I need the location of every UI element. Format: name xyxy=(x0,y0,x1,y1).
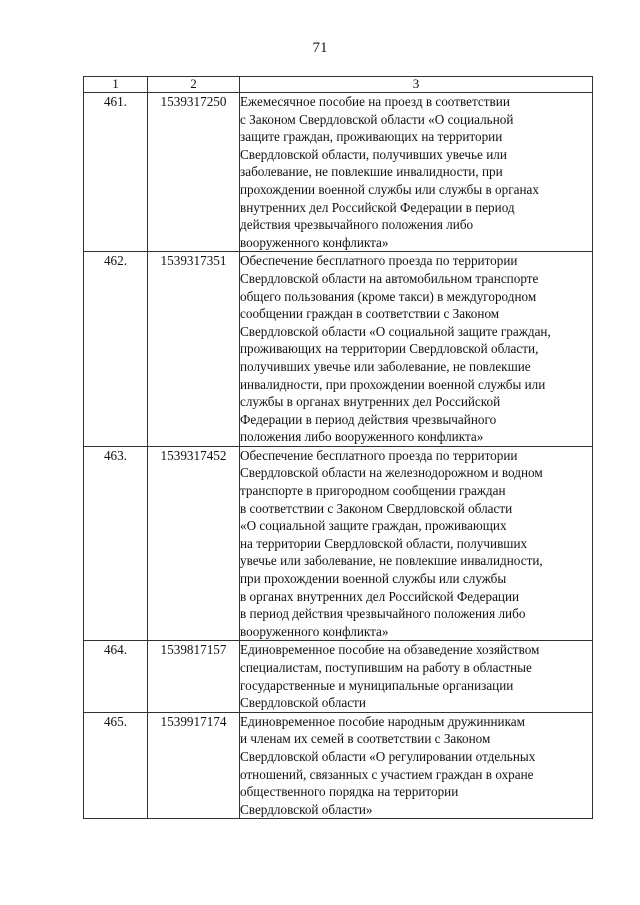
description-line: общего пользования (кроме такси) в междугородном xyxy=(240,288,537,304)
description-line: Единовременное пособие народным дружинникам xyxy=(240,713,525,729)
description-line: в период действия чрезвычайного положения либо xyxy=(240,606,526,622)
row-code: 1539317452 xyxy=(148,446,240,641)
description-line: при прохождении военной службы или службы xyxy=(240,571,507,587)
page-number: 71 xyxy=(312,40,328,56)
column-header-2: 2 xyxy=(148,77,240,93)
description-line: «О социальной защите граждан, проживающих xyxy=(240,518,507,534)
description-line: сообщении граждан в соответствии с Законом xyxy=(240,306,500,322)
description-line: Свердловской области, получивших увечье или xyxy=(240,146,507,162)
description-line: действия чрезвычайного положения либо xyxy=(240,217,474,233)
table-row xyxy=(84,641,593,712)
row-description xyxy=(240,641,593,712)
description-line: получивших увечье или заболевание, не повлекшие xyxy=(240,358,531,374)
description-line: Ежемесячное пособие на проезд в соответствии xyxy=(240,94,510,109)
table-row xyxy=(84,712,593,819)
row-number: 465. xyxy=(84,712,148,819)
row-description xyxy=(240,93,593,252)
row-code: 1539317250 xyxy=(148,93,240,252)
row-code: 1539917174 xyxy=(148,712,240,819)
description-line: Обеспечение бесплатного проезда по территории xyxy=(240,253,518,269)
description-line: вооруженного конфликта» xyxy=(240,234,389,250)
description-line: службы в органах внутренних дел Российской xyxy=(240,394,501,410)
description-line: положения либо вооруженного конфликта» xyxy=(240,429,484,445)
description-line: Обеспечение бесплатного проезда по территории xyxy=(240,447,518,463)
row-description xyxy=(240,252,593,447)
description-line: защите граждан, проживающих на территории xyxy=(240,129,503,145)
description-line: Федерации в период действия чрезвычайного xyxy=(240,411,497,427)
description-line: инвалидности, при прохождении военной службы или xyxy=(240,376,546,392)
description-line: и членам их семей в соответствии с Законом xyxy=(240,731,491,747)
benefits-table xyxy=(83,76,593,819)
table-row xyxy=(84,446,593,641)
description-line: Свердловской области на железнодорожном и водном xyxy=(240,465,543,481)
row-description xyxy=(240,712,593,819)
description-line: Свердловской области xyxy=(240,695,366,711)
table-header-row xyxy=(84,77,593,93)
column-header-1: 1 xyxy=(84,77,148,93)
row-number: 462. xyxy=(84,252,148,447)
description-line: в соответствии с Законом Свердловской области xyxy=(240,500,513,516)
description-line: с Законом Свердловской области «О социальной xyxy=(240,111,514,127)
row-number: 464. xyxy=(84,641,148,712)
description-line: внутренних дел Российской Федерации в период xyxy=(240,199,515,215)
description-line: заболевание, не повлекшие инвалидности, при xyxy=(240,164,503,180)
row-code: 1539817157 xyxy=(148,641,240,712)
row-number: 461. xyxy=(84,93,148,252)
description-line: Свердловской области «О социальной защите граждан, xyxy=(240,323,551,339)
description-line: Свердловской области» xyxy=(240,801,373,817)
description-line: проживающих на территории Свердловской области, xyxy=(240,341,539,357)
description-line: отношений, связанных с участием граждан в охране xyxy=(240,766,534,782)
description-line: на территории Свердловской области, получивших xyxy=(240,535,528,551)
description-line: Свердловской области «О регулировании отдельных xyxy=(240,748,536,764)
description-line: транспорте в пригородном сообщении граждан xyxy=(240,483,506,499)
description-line: прохождении военной службы или службы в органах xyxy=(240,181,540,197)
description-line: общественного порядка на территории xyxy=(240,784,459,800)
description-line: вооруженного конфликта» xyxy=(240,623,389,639)
description-line: специалистам, поступившим на работу в областные xyxy=(240,660,532,675)
row-number: 463. xyxy=(84,446,148,641)
row-code: 1539317351 xyxy=(148,252,240,447)
description-line: Единовременное пособие на обзаведение хозяйством xyxy=(240,642,540,658)
description-line: в органах внутренних дел Российской Федерации xyxy=(240,588,520,604)
table-row xyxy=(84,252,593,447)
table-row xyxy=(84,93,593,252)
description-line: государственные и муниципальные организации xyxy=(240,677,514,693)
row-description xyxy=(240,446,593,641)
column-header-3: 3 xyxy=(240,77,593,93)
description-line: увечье или заболевание, не повлекшие инвалидности, xyxy=(240,553,543,569)
description-line: Свердловской области на автомобильном транспорте xyxy=(240,270,539,286)
